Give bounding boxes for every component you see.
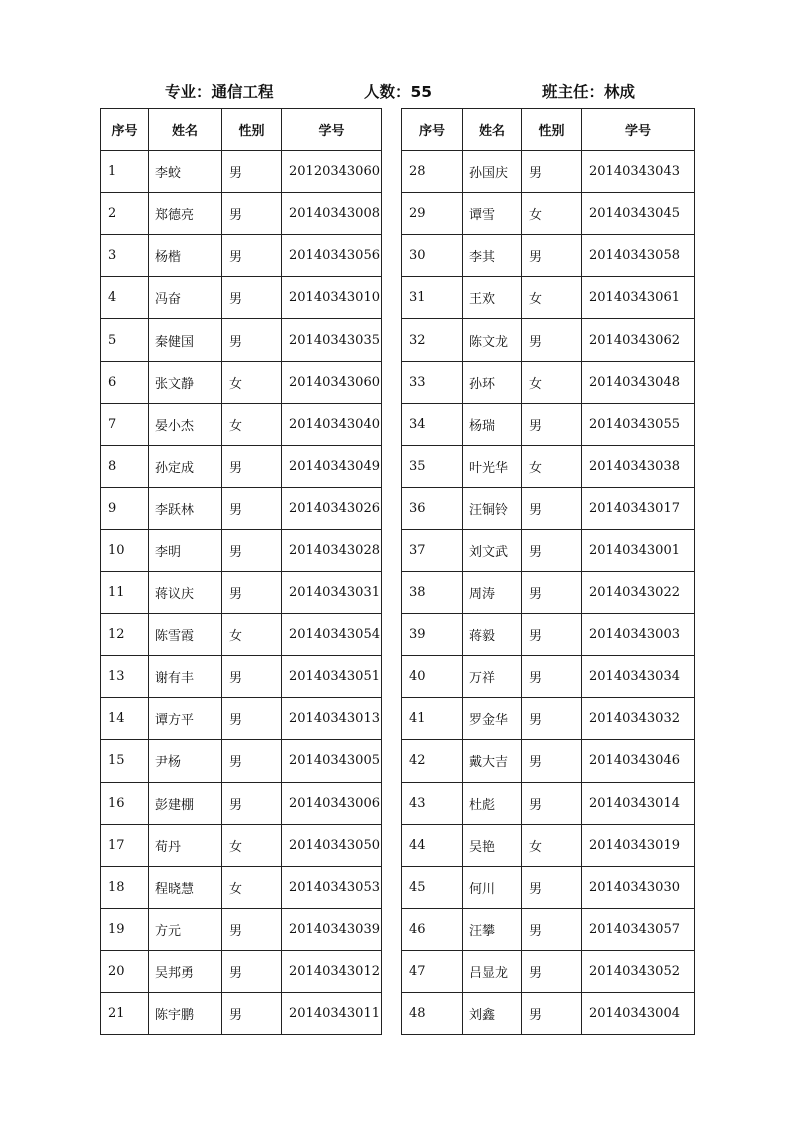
cell-gender: 男: [222, 529, 282, 571]
cell-gender: 女: [522, 277, 582, 319]
table-row: [402, 614, 695, 656]
cell-student-id: 20140343010: [282, 277, 382, 319]
cell-index: 2: [101, 193, 149, 235]
cell-student-id: 20140343060: [282, 361, 382, 403]
table-row: [101, 824, 382, 866]
cell-name: 孙定成: [149, 445, 222, 487]
cell-index: 47: [402, 950, 463, 992]
cell-index: 28: [402, 151, 463, 193]
cell-gender: 男: [522, 319, 582, 361]
cell-index: 41: [402, 698, 463, 740]
cell-student-id: 20140343058: [582, 235, 695, 277]
cell-index: 35: [402, 445, 463, 487]
cell-gender: 男: [522, 698, 582, 740]
cell-gender: 男: [222, 950, 282, 992]
table-row: [101, 445, 382, 487]
cell-name: 罗金华: [463, 698, 522, 740]
cell-student-id: 20140343026: [282, 487, 382, 529]
cell-gender: 男: [222, 151, 282, 193]
cell-index: 42: [402, 740, 463, 782]
cell-name: 张文静: [149, 361, 222, 403]
cell-name: 谭方平: [149, 698, 222, 740]
cell-name: 孙国庆: [463, 151, 522, 193]
cell-index: 34: [402, 403, 463, 445]
cell-student-id: 20140343032: [582, 698, 695, 740]
cell-name: 谢有丰: [149, 656, 222, 698]
cell-gender: 女: [222, 403, 282, 445]
table-row: [101, 277, 382, 319]
cell-index: 48: [402, 992, 463, 1034]
cell-gender: 女: [222, 824, 282, 866]
cell-gender: 男: [522, 950, 582, 992]
cell-gender: 男: [522, 614, 582, 656]
cell-index: 43: [402, 782, 463, 824]
cell-name: 杨瑞: [463, 403, 522, 445]
cell-gender: 男: [222, 908, 282, 950]
cell-index: 46: [402, 908, 463, 950]
cell-index: 7: [101, 403, 149, 445]
cell-index: 39: [402, 614, 463, 656]
table-row: [101, 193, 382, 235]
cell-gender: 男: [222, 656, 282, 698]
cell-student-id: 20140343048: [582, 361, 695, 403]
table-row: [402, 782, 695, 824]
cell-index: 4: [101, 277, 149, 319]
cell-gender: 男: [222, 319, 282, 361]
cell-gender: 男: [222, 992, 282, 1034]
cell-name: 陈文龙: [463, 319, 522, 361]
cell-index: 16: [101, 782, 149, 824]
cell-student-id: 20140343040: [282, 403, 382, 445]
cell-name: 吴艳: [463, 824, 522, 866]
col-header-student-id: 学号: [582, 109, 695, 151]
cell-student-id: 20140343005: [282, 740, 382, 782]
major-label: 专业：通信工程: [165, 83, 274, 101]
cell-index: 38: [402, 572, 463, 614]
cell-index: 14: [101, 698, 149, 740]
table-row: [402, 908, 695, 950]
cell-gender: 女: [222, 361, 282, 403]
cell-student-id: 20140343011: [282, 992, 382, 1034]
cell-gender: 男: [222, 235, 282, 277]
cell-student-id: 20140343014: [582, 782, 695, 824]
table-row: [402, 361, 695, 403]
cell-gender: 男: [522, 866, 582, 908]
table-row: [101, 782, 382, 824]
cell-index: 10: [101, 529, 149, 571]
cell-name: 杜彪: [463, 782, 522, 824]
cell-student-id: 20140343046: [582, 740, 695, 782]
cell-student-id: 20140343004: [582, 992, 695, 1034]
cell-name: 蒋议庆: [149, 572, 222, 614]
table-row: [402, 529, 695, 571]
head-teacher: 班主任：林成: [542, 83, 636, 101]
col-header-index: 序号: [101, 109, 149, 151]
col-header-student-id: 学号: [282, 109, 382, 151]
cell-name: 谭雪: [463, 193, 522, 235]
cell-name: 杨楷: [149, 235, 222, 277]
cell-name: 吴邦勇: [149, 950, 222, 992]
cell-student-id: 20140343031: [282, 572, 382, 614]
cell-index: 37: [402, 529, 463, 571]
cell-student-id: 20140343062: [582, 319, 695, 361]
cell-name: 彭建棚: [149, 782, 222, 824]
cell-index: 21: [101, 992, 149, 1034]
cell-student-id: 20140343061: [582, 277, 695, 319]
cell-student-id: 20140343054: [282, 614, 382, 656]
table-row: [101, 151, 382, 193]
cell-index: 3: [101, 235, 149, 277]
cell-gender: 女: [222, 866, 282, 908]
cell-student-id: 20140343056: [282, 235, 382, 277]
cell-student-id: 20140343008: [282, 193, 382, 235]
table-row: [402, 572, 695, 614]
cell-index: 19: [101, 908, 149, 950]
cell-name: 刘文武: [463, 529, 522, 571]
page-header: [0, 80, 793, 104]
cell-index: 13: [101, 656, 149, 698]
col-header-gender: 性别: [522, 109, 582, 151]
cell-student-id: 20140343028: [282, 529, 382, 571]
table-row: [101, 529, 382, 571]
cell-index: 11: [101, 572, 149, 614]
cell-index: 30: [402, 235, 463, 277]
cell-gender: 男: [522, 151, 582, 193]
cell-name: 冯奋: [149, 277, 222, 319]
cell-name: 王欢: [463, 277, 522, 319]
cell-student-id: 20140343055: [582, 403, 695, 445]
table-row: [101, 908, 382, 950]
cell-student-id: 20140343012: [282, 950, 382, 992]
table-row: [101, 992, 382, 1034]
cell-name: 方元: [149, 908, 222, 950]
table-row: [402, 992, 695, 1034]
cell-student-id: 20140343045: [582, 193, 695, 235]
col-header-index: 序号: [402, 109, 463, 151]
cell-index: 8: [101, 445, 149, 487]
cell-index: 45: [402, 866, 463, 908]
cell-name: 程晓慧: [149, 866, 222, 908]
table-row: [101, 698, 382, 740]
table-row: [402, 487, 695, 529]
cell-student-id: 20140343017: [582, 487, 695, 529]
cell-gender: 男: [522, 908, 582, 950]
cell-name: 孙环: [463, 361, 522, 403]
col-header-name: 姓名: [149, 109, 222, 151]
cell-gender: 男: [222, 698, 282, 740]
cell-name: 陈雪霞: [149, 614, 222, 656]
cell-name: 郑德亮: [149, 193, 222, 235]
cell-name: 周涛: [463, 572, 522, 614]
cell-student-id: 20140343006: [282, 782, 382, 824]
table-row: [402, 698, 695, 740]
cell-name: 万祥: [463, 656, 522, 698]
student-count: 人数：55: [364, 83, 433, 101]
cell-name: 荀丹: [149, 824, 222, 866]
cell-gender: 女: [522, 445, 582, 487]
cell-index: 5: [101, 319, 149, 361]
cell-gender: 男: [222, 572, 282, 614]
cell-student-id: 20140343030: [582, 866, 695, 908]
cell-student-id: 20140343013: [282, 698, 382, 740]
cell-name: 尹杨: [149, 740, 222, 782]
cell-gender: 男: [522, 403, 582, 445]
cell-index: 15: [101, 740, 149, 782]
cell-name: 蒋毅: [463, 614, 522, 656]
col-header-name: 姓名: [463, 109, 522, 151]
table-row: [402, 151, 695, 193]
cell-student-id: 20140343043: [582, 151, 695, 193]
table-row: [101, 235, 382, 277]
cell-name: 叶光华: [463, 445, 522, 487]
cell-gender: 女: [522, 193, 582, 235]
table-row: [101, 740, 382, 782]
cell-index: 31: [402, 277, 463, 319]
table-row: [402, 403, 695, 445]
cell-gender: 女: [522, 824, 582, 866]
cell-name: 汪铜铃: [463, 487, 522, 529]
cell-student-id: 20140343050: [282, 824, 382, 866]
cell-gender: 男: [222, 277, 282, 319]
cell-index: 29: [402, 193, 463, 235]
cell-name: 李蛟: [149, 151, 222, 193]
cell-gender: 男: [522, 740, 582, 782]
table-row: [402, 656, 695, 698]
table-row: [101, 866, 382, 908]
cell-name: 吕显龙: [463, 950, 522, 992]
table-row: [402, 319, 695, 361]
table-row: [101, 614, 382, 656]
cell-gender: 男: [522, 572, 582, 614]
cell-student-id: 20140343001: [582, 529, 695, 571]
cell-name: 汪攀: [463, 908, 522, 950]
table-row: [101, 403, 382, 445]
cell-index: 9: [101, 487, 149, 529]
cell-student-id: 20140343039: [282, 908, 382, 950]
roster-table-left: [100, 108, 382, 1035]
table-row: [402, 235, 695, 277]
table-row: [402, 866, 695, 908]
cell-name: 陈宇鹏: [149, 992, 222, 1034]
cell-gender: 男: [222, 740, 282, 782]
table-row: [402, 277, 695, 319]
cell-index: 36: [402, 487, 463, 529]
cell-name: 晏小杰: [149, 403, 222, 445]
table-row: [101, 487, 382, 529]
cell-gender: 男: [522, 487, 582, 529]
cell-gender: 男: [522, 529, 582, 571]
cell-index: 44: [402, 824, 463, 866]
table-row: [101, 950, 382, 992]
cell-index: 12: [101, 614, 149, 656]
table-row: [402, 950, 695, 992]
table-row: [101, 656, 382, 698]
cell-index: 20: [101, 950, 149, 992]
cell-gender: 女: [222, 614, 282, 656]
table-row: [402, 824, 695, 866]
table-row: [402, 193, 695, 235]
cell-gender: 女: [522, 361, 582, 403]
cell-student-id: 20120343060: [282, 151, 382, 193]
cell-gender: 男: [522, 656, 582, 698]
cell-student-id: 20140343003: [582, 614, 695, 656]
cell-name: 李其: [463, 235, 522, 277]
cell-name: 秦健国: [149, 319, 222, 361]
table-header-row: [101, 109, 382, 151]
cell-index: 1: [101, 151, 149, 193]
table-row: [402, 445, 695, 487]
cell-student-id: 20140343034: [582, 656, 695, 698]
cell-student-id: 20140343057: [582, 908, 695, 950]
cell-gender: 男: [522, 992, 582, 1034]
cell-gender: 男: [222, 193, 282, 235]
cell-student-id: 20140343035: [282, 319, 382, 361]
table-header-row: [402, 109, 695, 151]
cell-student-id: 20140343052: [582, 950, 695, 992]
table-row: [402, 740, 695, 782]
cell-name: 何川: [463, 866, 522, 908]
table-row: [101, 572, 382, 614]
cell-gender: 男: [222, 782, 282, 824]
cell-student-id: 20140343051: [282, 656, 382, 698]
cell-name: 李明: [149, 529, 222, 571]
cell-student-id: 20140343053: [282, 866, 382, 908]
table-row: [101, 319, 382, 361]
cell-index: 33: [402, 361, 463, 403]
cell-index: 32: [402, 319, 463, 361]
cell-name: 戴大吉: [463, 740, 522, 782]
cell-name: 刘鑫: [463, 992, 522, 1034]
cell-gender: 男: [222, 445, 282, 487]
roster-table-right: [401, 108, 695, 1035]
cell-student-id: 20140343049: [282, 445, 382, 487]
cell-index: 18: [101, 866, 149, 908]
cell-gender: 男: [522, 235, 582, 277]
cell-student-id: 20140343022: [582, 572, 695, 614]
cell-gender: 男: [222, 487, 282, 529]
cell-index: 6: [101, 361, 149, 403]
cell-student-id: 20140343019: [582, 824, 695, 866]
cell-name: 李跃林: [149, 487, 222, 529]
table-row: [101, 361, 382, 403]
cell-index: 17: [101, 824, 149, 866]
cell-gender: 男: [522, 782, 582, 824]
col-header-gender: 性别: [222, 109, 282, 151]
cell-index: 40: [402, 656, 463, 698]
cell-student-id: 20140343038: [582, 445, 695, 487]
